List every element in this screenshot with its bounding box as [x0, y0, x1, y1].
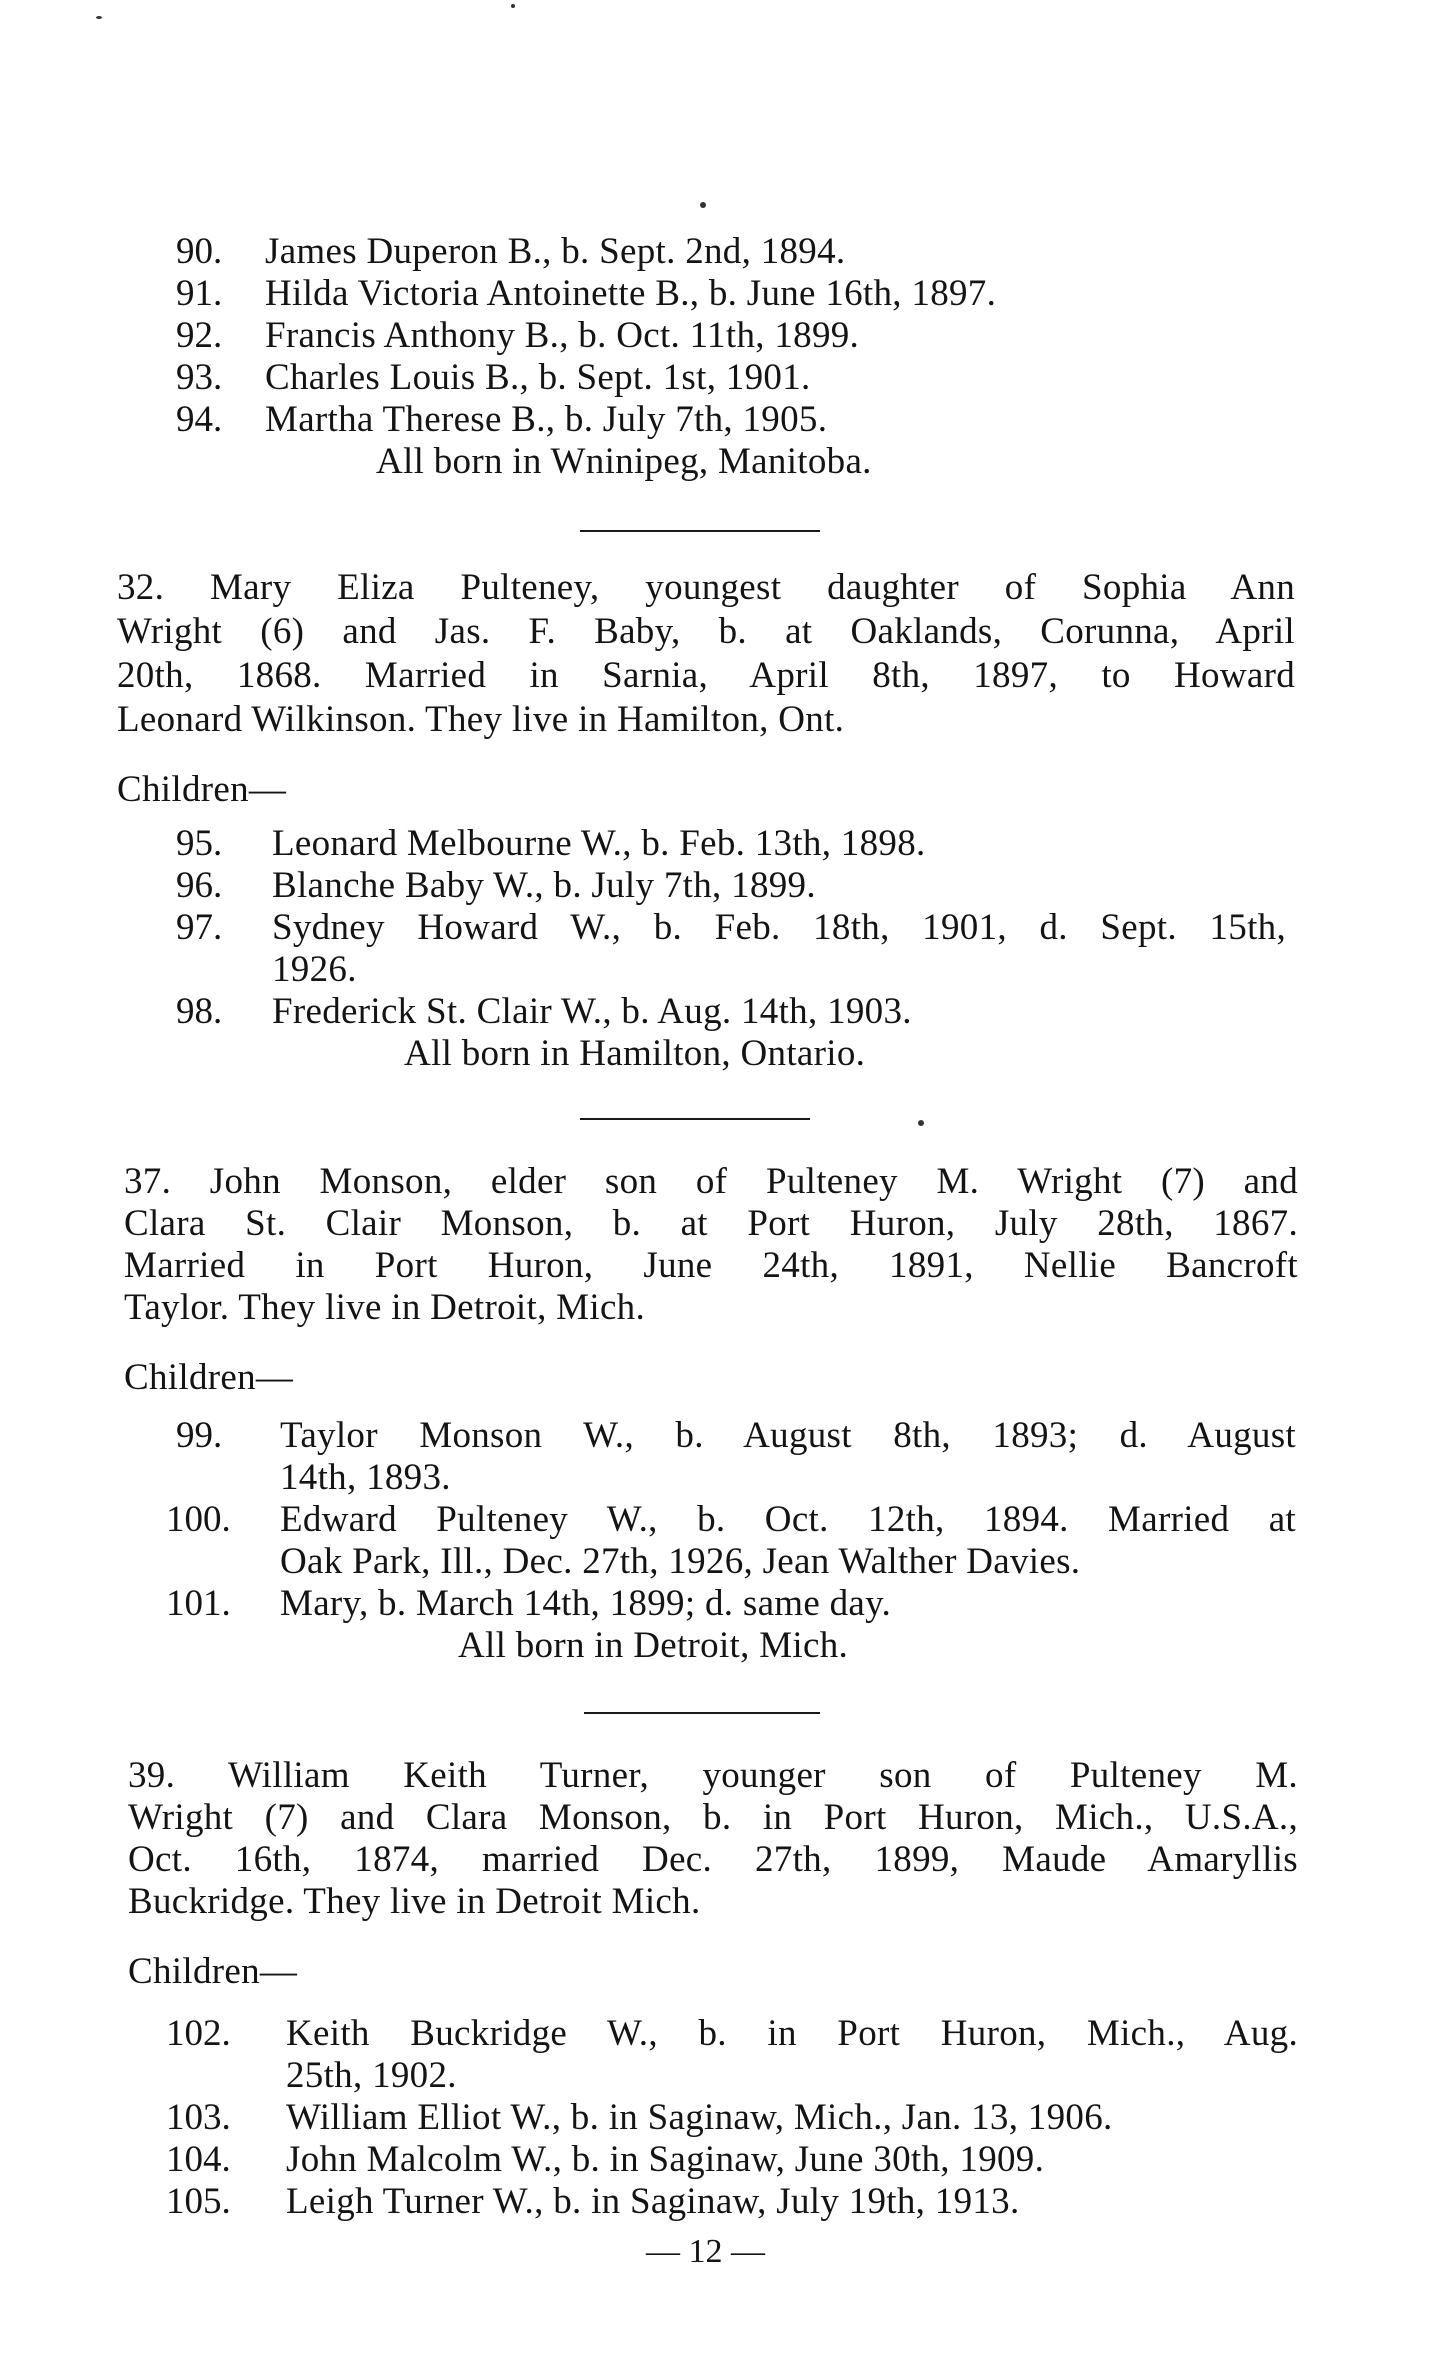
- entry-number: 103.: [166, 2097, 231, 2138]
- paragraph-line: Clara St. Clair Monson, b. at Port Huron, July 28th, 1867.: [124, 1203, 1298, 1244]
- section-divider: [580, 1118, 810, 1120]
- entry-text: Frederick St. Clair W., b. Aug. 14th, 1903.: [272, 991, 912, 1032]
- entry-text-continuation: 25th, 1902.: [286, 2055, 457, 2096]
- entry-number: 102.: [166, 2013, 231, 2054]
- entry-text-continuation: Oak Park, Ill., Dec. 27th, 1926, Jean Walther Davies.: [280, 1541, 1081, 1582]
- entry-number: 97.: [176, 907, 223, 948]
- paragraph-line: 37. John Monson, elder son of Pulteney M. Wright (7) and: [124, 1161, 1298, 1202]
- entry-number: 98.: [176, 991, 223, 1032]
- entry-text: Hilda Victoria Antoinette B., b. June 16th, 1897.: [265, 273, 997, 314]
- paragraph-line: Wright (7) and Clara Monson, b. in Port Huron, Mich., U.S.A.,: [128, 1797, 1298, 1838]
- section-divider: [584, 1712, 820, 1714]
- entry-number: 94.: [176, 399, 223, 440]
- paragraph-line: Buckridge. They live in Detroit Mich.: [128, 1881, 701, 1922]
- entry-number: 100.: [166, 1499, 231, 1540]
- entry-text: James Duperon B., b. Sept. 2nd, 1894.: [265, 231, 846, 272]
- entry-text: William Elliot W., b. in Saginaw, Mich., Jan. 13, 1906.: [286, 2097, 1113, 2138]
- entry-text: Leonard Melbourne W., b. Feb. 13th, 1898.: [272, 823, 926, 864]
- paragraph-line: Leonard Wilkinson. They live in Hamilton, Ont.: [117, 699, 845, 740]
- entry-number: 95.: [176, 823, 223, 864]
- born-note: All born in Hamilton, Ontario.: [404, 1033, 866, 1074]
- entry-text: Leigh Turner W., b. in Saginaw, July 19th, 1913.: [286, 2181, 1020, 2222]
- entry-text: Francis Anthony B., b. Oct. 11th, 1899.: [265, 315, 860, 356]
- section-divider: [580, 530, 820, 532]
- page-number: — 12 —: [646, 2233, 765, 2270]
- paragraph-line: Wright (6) and Jas. F. Baby, b. at Oaklands, Corunna, April: [117, 611, 1295, 652]
- entry-text: Keith Buckridge W., b. in Port Huron, Mich., Aug.: [286, 2013, 1298, 2054]
- entry-text: Charles Louis B., b. Sept. 1st, 1901.: [265, 357, 811, 398]
- paragraph-line: Taylor. They live in Detroit, Mich.: [124, 1287, 646, 1328]
- entry-number: 99.: [176, 1415, 223, 1456]
- paragraph-line: 39. William Keith Turner, younger son of Pulteney M.: [128, 1755, 1298, 1796]
- paragraph-line: Oct. 16th, 1874, married Dec. 27th, 1899, Maude Amaryllis: [128, 1839, 1298, 1880]
- entry-text: Blanche Baby W., b. July 7th, 1899.: [272, 865, 816, 906]
- entry-text: John Malcolm W., b. in Saginaw, June 30th, 1909.: [286, 2139, 1045, 2180]
- children-label: Children—: [117, 769, 287, 810]
- entry-number: 91.: [176, 273, 223, 314]
- entry-number: 101.: [166, 1583, 231, 1624]
- scan-speck: [700, 202, 706, 208]
- paragraph-line: 20th, 1868. Married in Sarnia, April 8th, 1897, to Howard: [117, 655, 1295, 696]
- scan-speck: [511, 4, 515, 8]
- entry-number: 96.: [176, 865, 223, 906]
- entry-text: Sydney Howard W., b. Feb. 18th, 1901, d. Sept. 15th,: [272, 907, 1286, 948]
- entry-number: 104.: [166, 2139, 231, 2180]
- entry-text: Martha Therese B., b. July 7th, 1905.: [265, 399, 828, 440]
- scan-speck: [96, 16, 102, 19]
- entry-text-continuation: 14th, 1893.: [280, 1457, 451, 1498]
- born-note: All born in Wninipeg, Manitoba.: [376, 441, 872, 482]
- entry-number: 90.: [176, 231, 223, 272]
- born-note: All born in Detroit, Mich.: [458, 1625, 849, 1666]
- entry-text: Taylor Monson W., b. August 8th, 1893; d. August: [280, 1415, 1296, 1456]
- paragraph-line: Married in Port Huron, June 24th, 1891, Nellie Bancroft: [124, 1245, 1298, 1286]
- entry-number: 92.: [176, 315, 223, 356]
- entry-number: 105.: [166, 2181, 231, 2222]
- entry-text: Mary, b. March 14th, 1899; d. same day.: [280, 1583, 892, 1624]
- entry-number: 93.: [176, 357, 223, 398]
- paragraph-line: 32. Mary Eliza Pulteney, youngest daughter of Sophia Ann: [117, 567, 1295, 608]
- children-label: Children—: [128, 1951, 298, 1992]
- entry-text-continuation: 1926.: [272, 949, 357, 990]
- children-label: Children—: [124, 1357, 294, 1398]
- entry-text: Edward Pulteney W., b. Oct. 12th, 1894. Married at: [280, 1499, 1296, 1540]
- scan-speck: [918, 1120, 924, 1126]
